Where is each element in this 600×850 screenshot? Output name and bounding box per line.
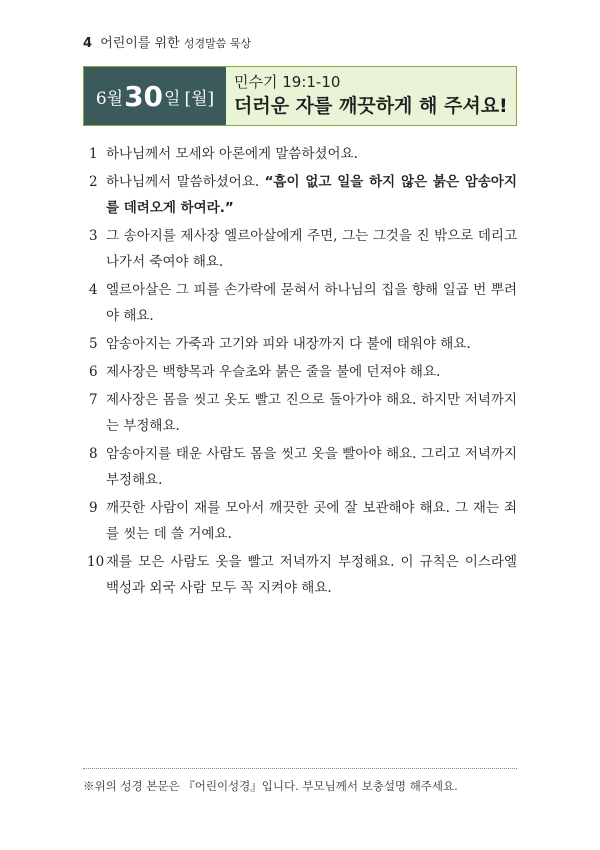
title-panel (226, 67, 516, 125)
verse-number: 6 (89, 364, 98, 380)
page-number: 4 (83, 36, 93, 51)
verse-number: 8 (89, 446, 98, 462)
footer-divider (83, 768, 517, 769)
verse-3 (89, 223, 517, 275)
verse-text: 암송아지는 가죽과 고기와 피와 내장까지 다 불에 태워야 해요. (106, 336, 471, 352)
verse-6 (89, 359, 517, 385)
verse-7 (89, 387, 517, 439)
devotion-title: 더러운 자를 깨끗하게 해 주셔요! (234, 95, 508, 117)
verse-list (89, 141, 517, 603)
verse-number: 7 (89, 392, 98, 408)
date-day: 30 (124, 79, 164, 113)
verse-2 (89, 169, 517, 221)
verse-8 (89, 441, 517, 493)
verse-number: 2 (89, 174, 98, 190)
scripture-reference: 민수기 19:1-10 (234, 73, 341, 91)
footer-note: ※위의 성경 본문은 『어린이성경』입니다. 부모님께서 보충설명 해주세요. (83, 779, 458, 793)
verse-text: 그 송아지를 제사장 엘르아살에게 주면, 그는 그것을 진 밖으로 데리고 나가서 죽여야 해요. (106, 228, 517, 270)
verse-text: 깨끗한 사람이 재를 모아서 깨끗한 곳에 잘 보관해야 해요. 그 재는 죄를 씻는 데 쓸 거예요. (106, 500, 517, 542)
verse-10 (89, 549, 517, 601)
verse-number: 3 (89, 228, 98, 244)
verse-text-plain: 하나님께서 말씀하셨어요. (106, 174, 265, 190)
verse-number: 10 (87, 554, 105, 570)
verse-number: 1 (89, 146, 98, 162)
verse-4 (89, 277, 517, 329)
verse-text-plain: 하나님께서 모세와 아론에게 말씀하셨어요. (106, 146, 358, 162)
running-head (83, 32, 251, 51)
date-month: 6월 (95, 88, 124, 109)
verse-text: 암송아지를 태운 사람도 몸을 씻고 옷을 빨아야 해요. 그리고 저녁까지 부정해요. (106, 446, 517, 488)
verse-text: 제사장은 몸을 씻고 옷도 빨고 진으로 돌아가야 해요. 하지만 저녁까지는 부정해요. (106, 392, 517, 434)
verse-number: 9 (89, 500, 98, 516)
verse-text: 엘르아살은 그 피를 손가락에 묻혀서 하나님의 집을 향해 일곱 번 뿌려야 해요. (106, 282, 517, 324)
verse-text (106, 141, 517, 167)
book-title: 어린이를 위한 (100, 36, 180, 51)
verse-5 (89, 331, 517, 357)
verse-text: 제사장은 백향목과 우슬초와 붉은 줄을 불에 던져야 해요. (106, 364, 441, 380)
date-day-suffix: 일 (164, 88, 181, 109)
verse-quote: “흠이 없고 일을 하지 않은 붉은 암송아지를 데려오게 하여라.” (106, 174, 517, 216)
devotion-header (83, 66, 517, 126)
verse-text (106, 169, 517, 221)
date-badge (84, 67, 226, 125)
book-subtitle: 성경말씀 묵상 (183, 37, 252, 50)
verse-number: 5 (89, 336, 98, 352)
verse-1 (89, 141, 517, 167)
verse-text: 재를 모은 사람도 옷을 빨고 저녁까지 부정해요. 이 규칙은 이스라엘 백성과 외국 사람 모두 꼭 지켜야 해요. (106, 554, 517, 596)
verse-number: 4 (89, 282, 98, 298)
date-weekday: [월] (184, 88, 215, 109)
verse-9 (89, 495, 517, 547)
